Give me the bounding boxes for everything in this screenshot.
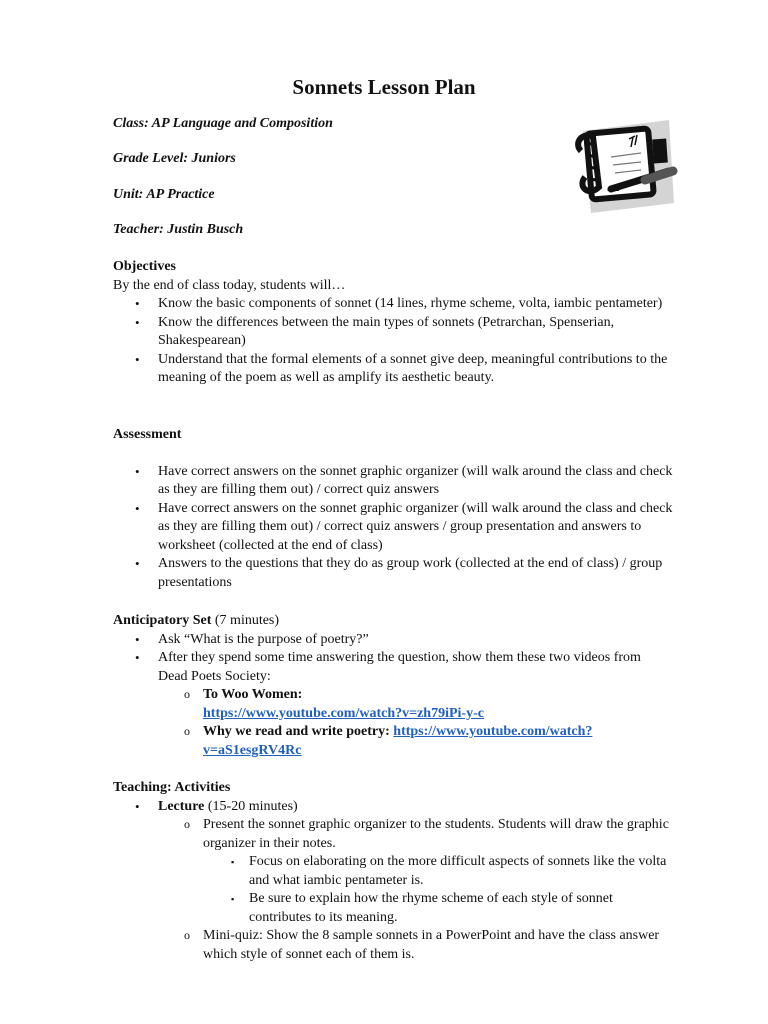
list-item: o Mini-quiz: Show the 8 sample sonnets in a PowerPoint and have the class answer which style of sonnet each of them is. — [184, 928, 660, 962]
teaching-list — [113, 798, 673, 965]
objectives-intro: By the end of class today, students will… — [113, 277, 346, 293]
list-item: • Lecture (15-20 minutes) — [135, 798, 298, 814]
objectives-heading: Objectives — [113, 259, 176, 274]
list-item: • Know the basic components of sonnet (14 lines, rhyme scheme, volta, iambic pentameter) — [135, 296, 663, 311]
list-item: • Answers to the questions that they do as group work (collected at the end of class) / group presentations — [135, 556, 663, 590]
anticipatory-list — [113, 631, 673, 761]
list-item: • Understand that the formal elements of a sonnet give deep, meaningful contributions to the meaning of the poem as well as amplify its aesthetic beauty. — [135, 351, 668, 385]
notebook-with-pen-icon — [573, 117, 678, 217]
video-item-why-poetry: o Why we read and write poetry: https://www.youtube.com/watch? v=aS1esgRV4Rc — [184, 724, 593, 758]
assessment-list — [113, 463, 673, 593]
list-item: • Have correct answers on the sonnet graphic organizer (will walk around the class and check as they are filling them out) / correct quiz answers / group presentation and answers to worksheet (collected at the end of class) — [135, 500, 673, 553]
assessment-section — [113, 426, 673, 592]
anticipatory-heading-line: Anticipatory Set (7 minutes) — [113, 613, 280, 628]
objectives-list — [113, 295, 673, 388]
teaching-section — [113, 779, 673, 964]
teacher-line: Teacher: Justin Busch — [113, 222, 244, 237]
objectives-section — [113, 258, 673, 388]
list-item: o Present the sonnet graphic organizer to the students. Students will draw the graphic organizer in their notes. — [184, 817, 669, 851]
list-item: • Know the differences between the main types of sonnets (Petrarchan, Spenserian, Shakespearean) — [135, 314, 615, 348]
list-item: ▪ Be sure to explain how the rhyme scheme of each style of sonnet contributes to its meaning. — [231, 891, 613, 925]
teaching-heading: Teaching: Activities — [113, 780, 231, 795]
unit-line: Unit: AP Practice — [113, 187, 215, 202]
page-title: Sonnets Lesson Plan — [292, 75, 476, 99]
list-item: ▪ Focus on elaborating on the more difficult aspects of sonnets like the volta and what iambic pentameter is. — [231, 854, 667, 888]
grade-level-line: Grade Level: Juniors — [113, 151, 236, 166]
video-link-woo-women[interactable]: https://www.youtube.com/watch?v=zh79iPi-y-c — [203, 705, 484, 721]
class-line: Class: AP Language and Composition — [113, 116, 333, 131]
list-item: • After they spend some time answering the question, show them these two videos from Dead Poets Society: — [135, 650, 641, 684]
video-link-why-poetry[interactable]: https://www.youtube.com/watch? v=aS1esgRV4Rc — [203, 724, 593, 758]
video-item-woo-women: o To Woo Women: https://www.youtube.com/watch?v=zh79iPi-y-c — [184, 687, 484, 721]
list-item: • Ask “What is the purpose of poetry?” — [135, 631, 369, 647]
anticipatory-set-section — [113, 612, 673, 760]
assessment-heading: Assessment — [113, 427, 182, 442]
list-item: • Have correct answers on the sonnet graphic organizer (will walk around the class and check as they are filling them out) / correct quiz answers — [135, 463, 673, 497]
